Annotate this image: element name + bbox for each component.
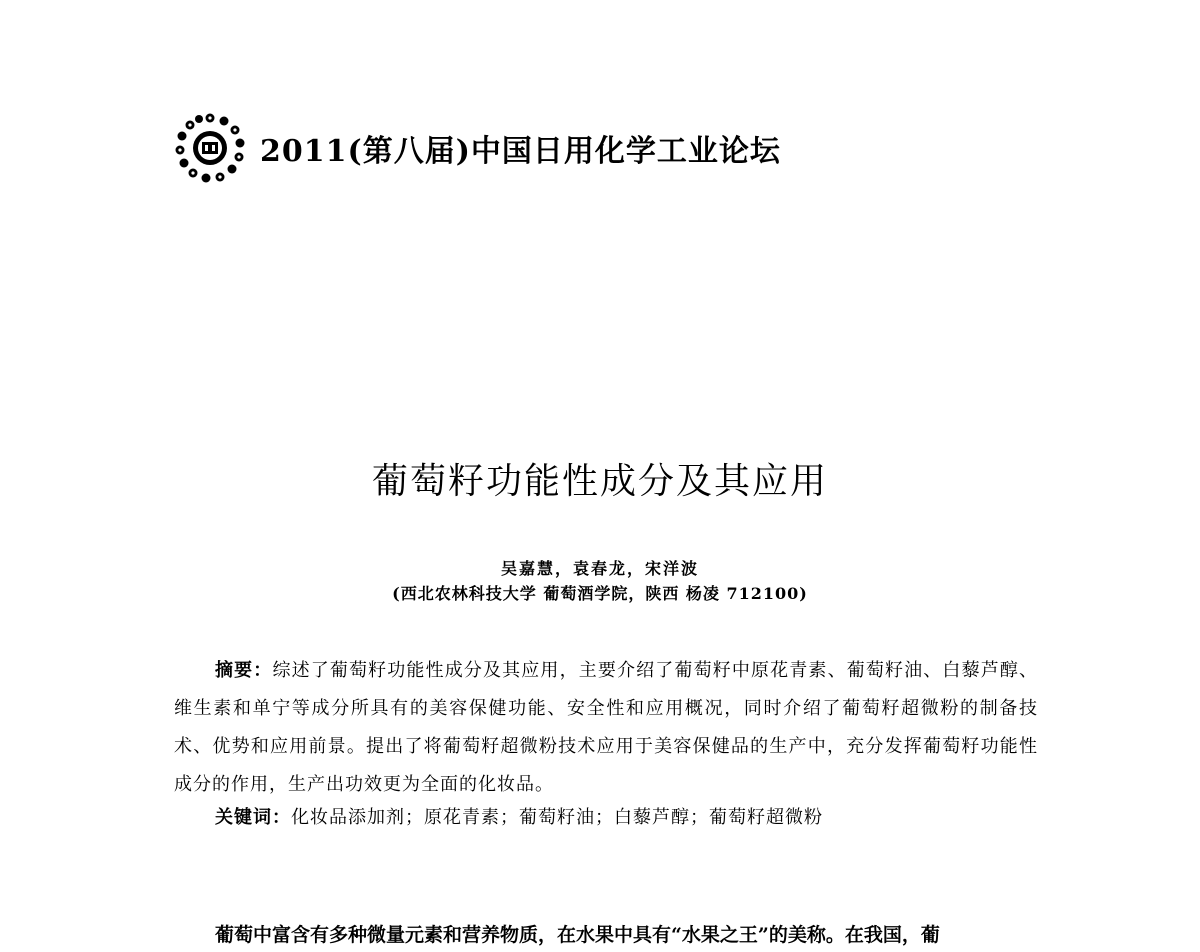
abstract-text: 综述了葡萄籽功能性成分及其应用，主要介绍了葡萄籽中原花青素、葡萄籽油、白藜芦醇、维生素和单宁等成分所具有的美容保健功能、安全性和应用概况，同时介绍了葡萄籽超微粉的制备技术、优势和应用前景。提出了将葡萄籽超微粉技术应用于美容保健品的生产中，充分发挥葡萄籽功能性成分的作用，生产出功效更为全面的化妆品。 bbox=[174, 660, 1039, 795]
forum-header bbox=[174, 112, 781, 184]
abstract-label: 摘要： bbox=[215, 660, 273, 681]
keywords-line bbox=[215, 802, 1035, 834]
author-list: 吴嘉慧，袁春龙，宋洋波 bbox=[500, 559, 699, 578]
paper-title: 葡萄籽功能性成分及其应用 bbox=[371, 461, 828, 502]
abstract-paragraph bbox=[174, 652, 1038, 804]
body-paragraph: 葡萄中富含有多种微量元素和营养物质，在水果中具有“水果之王”的美称。在我国，葡 bbox=[215, 924, 940, 946]
forum-title: 2011(第八届)中国日用化学工业论坛 bbox=[260, 134, 781, 169]
forum-emblem-icon bbox=[174, 112, 246, 184]
keywords-label: 关键词： bbox=[215, 807, 291, 828]
author-affiliation: (西北农林科技大学 葡萄酒学院，陕西 杨凌 712100) bbox=[392, 584, 808, 603]
keywords-text: 化妆品添加剂；原花青素；葡萄籽油；白藜芦醇；葡萄籽超微粉 bbox=[291, 807, 823, 828]
